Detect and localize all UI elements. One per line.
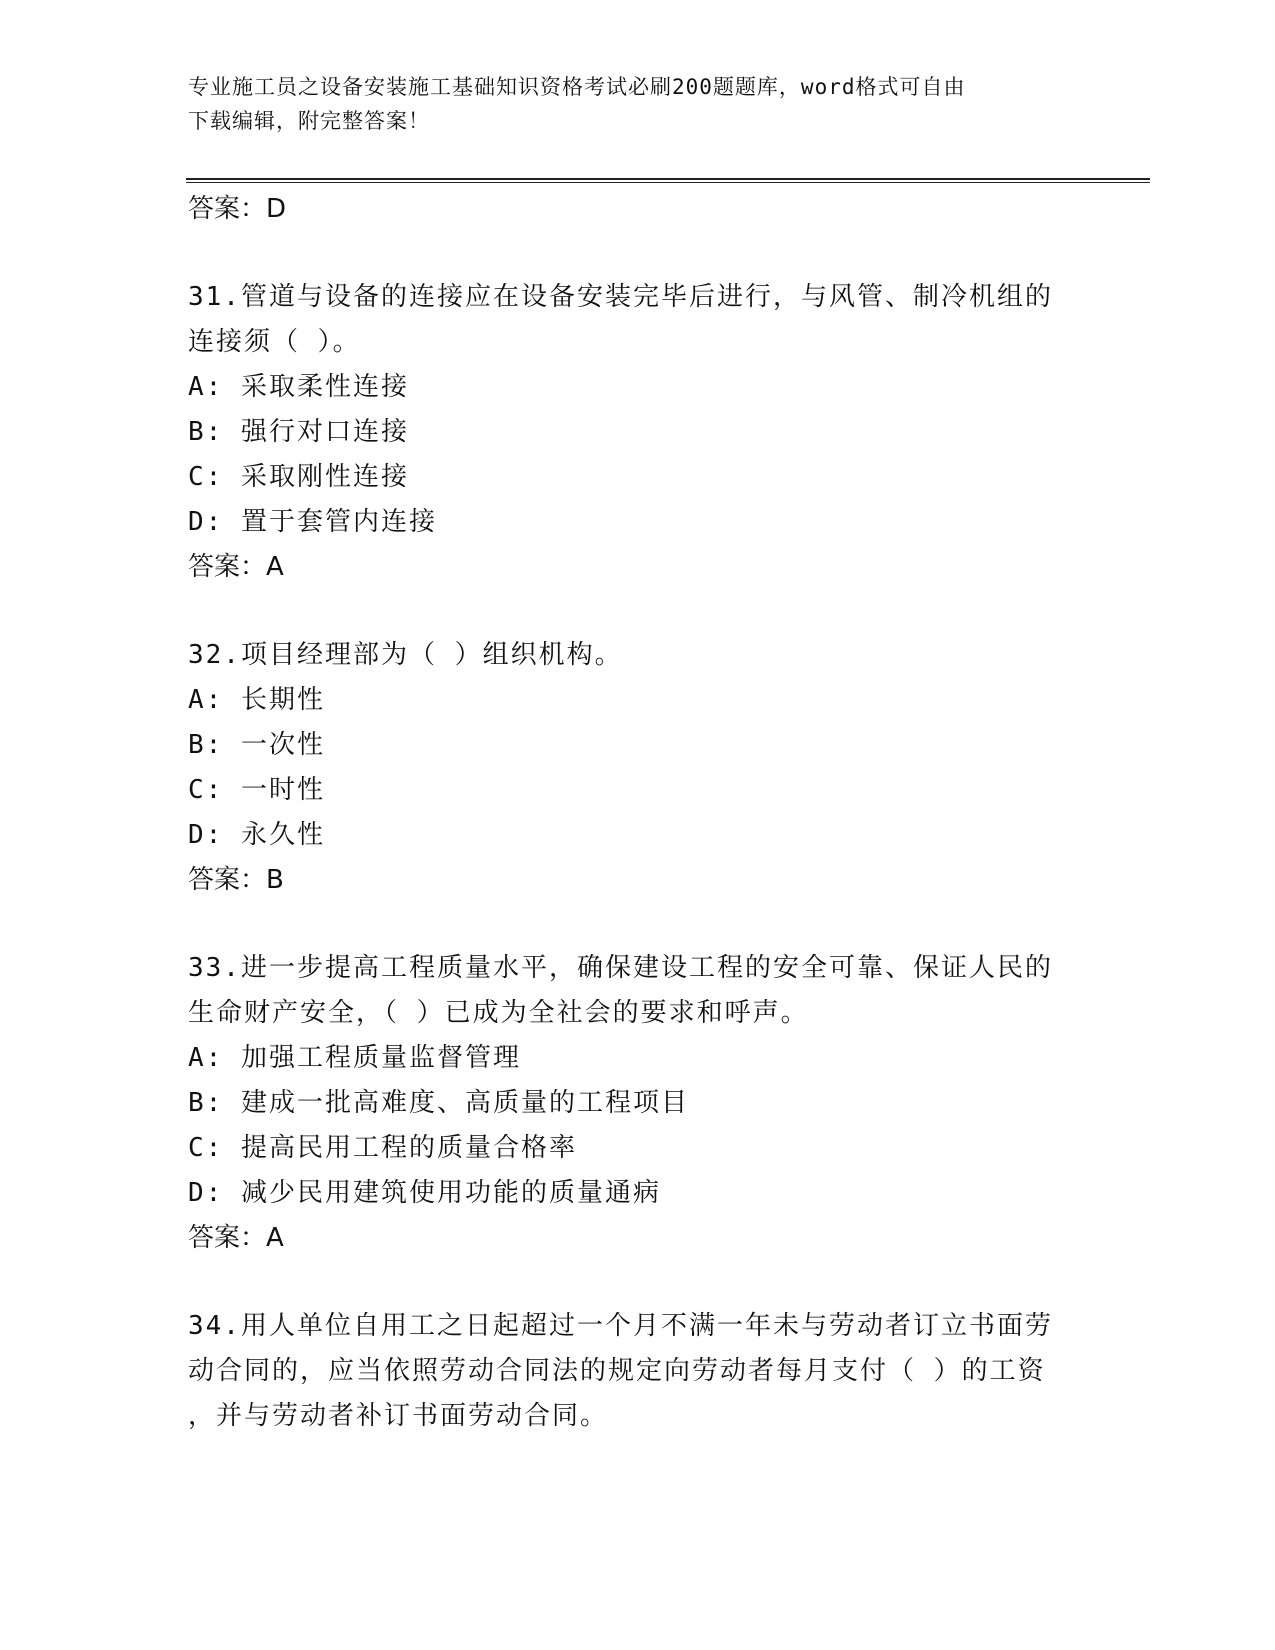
- header-divider: [186, 178, 1150, 180]
- question-stem-line: 生命财产安全，（ ）已成为全社会的要求和呼声。: [188, 998, 809, 1028]
- question-stem-line: 连接须（ ）。: [188, 327, 361, 357]
- question-33: [188, 946, 1088, 1261]
- question-list: [188, 187, 1088, 1439]
- question-stem-line: 动合同的，应当依照劳动合同法的规定向劳动者每月支付（ ）的工资: [188, 1356, 1046, 1386]
- question-34: [188, 1304, 1088, 1439]
- document-header: [188, 70, 1088, 138]
- header-line-1: 专业施工员之设备安装施工基础知识资格考试必刷200题题库，word格式可自由: [188, 75, 966, 99]
- option-d: D: 永久性: [188, 820, 325, 850]
- option-b: B: 一次性: [188, 730, 325, 760]
- option-b: B: 建成一批高难度、高质量的工程项目: [188, 1088, 689, 1118]
- option-c: C: 一时性: [188, 775, 325, 805]
- option-b: B: 强行对口连接: [188, 417, 409, 447]
- option-d: D: 减少民用建筑使用功能的质量通病: [188, 1178, 661, 1208]
- question-stem-line: 34.用人单位自用工之日起超过一个月不满一年未与劳动者订立书面劳: [188, 1311, 1053, 1341]
- question-stem-line: ，并与劳动者补订书面劳动合同。: [188, 1401, 609, 1431]
- question-31: [188, 275, 1088, 590]
- question-stem-line: 32.项目经理部为（ ）组织机构。: [188, 640, 623, 670]
- option-a: A: 加强工程质量监督管理: [188, 1043, 521, 1073]
- option-c: C: 采取刚性连接: [188, 462, 409, 492]
- question-32: [188, 633, 1088, 903]
- option-d: D: 置于套管内连接: [188, 507, 437, 537]
- answer-line: 答案：B: [188, 865, 284, 895]
- header-divider-thin: [186, 182, 1150, 183]
- header-line-2: 下载编辑，附完整答案！: [188, 109, 430, 133]
- answer-line: 答案：A: [188, 552, 284, 582]
- question-stem-line: 33.进一步提高工程质量水平，确保建设工程的安全可靠、保证人民的: [188, 953, 1053, 983]
- question-stem-line: 31.管道与设备的连接应在设备安装完毕后进行，与风管、制冷机组的: [188, 282, 1053, 312]
- option-a: A: 长期性: [188, 685, 325, 715]
- answer-line: 答案：A: [188, 1223, 284, 1253]
- option-a: A: 采取柔性连接: [188, 372, 409, 402]
- option-c: C: 提高民用工程的质量合格率: [188, 1133, 577, 1163]
- answer-line: 答案：D: [188, 194, 287, 224]
